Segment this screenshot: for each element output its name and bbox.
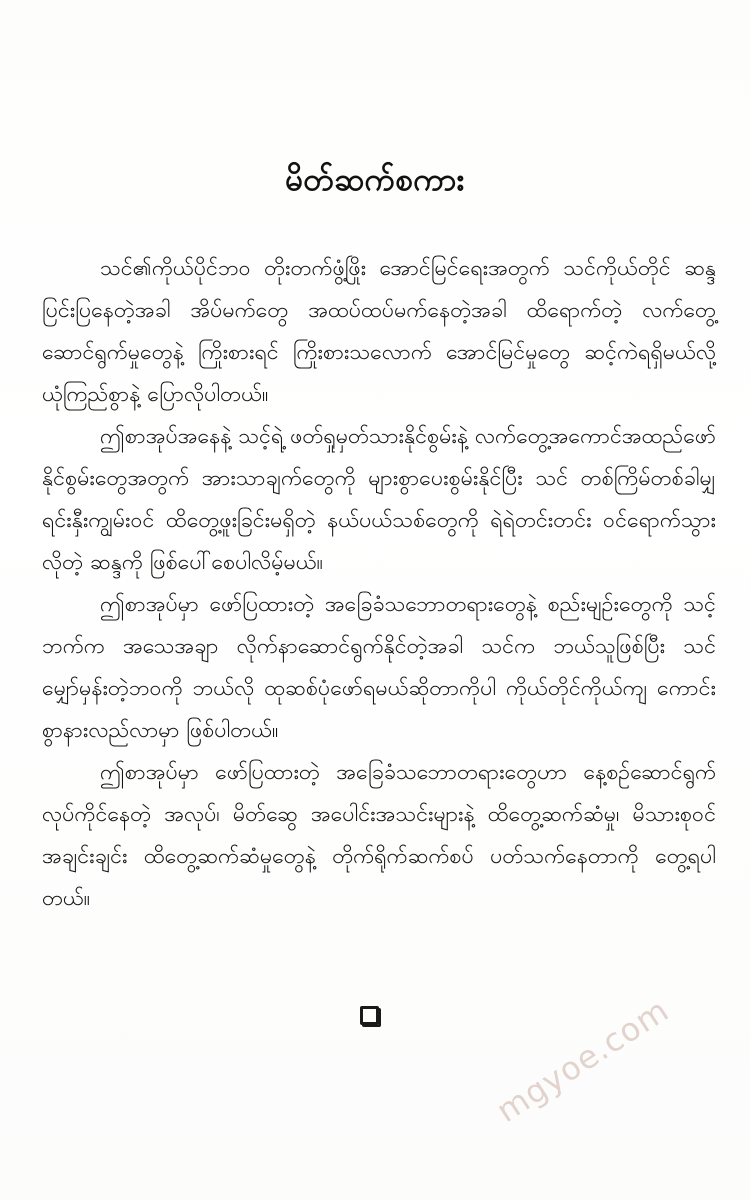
watermark: mgyoe.com: [489, 990, 676, 1130]
paragraph-1: သင်၏ကိုယ်ပိုင်ဘဝ တိုးတက်ဖွံ့ဖြိုး အောင်မြင်ရေးအတွက် သင်ကိုယ်တိုင် ဆန္ဒပြင်းပြနေတဲ့အခါ အိပ်မက်တွေ အထပ်ထပ်မက်နေတဲ့အခါ ထိရောက်တဲ့ လက်တွေ့ဆောင်ရွက်မှုတွေနဲ့ ကြိုးစားရင် ကြိုးစားသလောက် အောင်မြင်မှုတွေ ဆင့်ကဲရရှိမယ်လို့ ယုံကြည်စွာနဲ့ ပြောလိုပါတယ်။: [42, 256, 716, 407]
paragraph-2: ဤစာအုပ်အနေနဲ့ သင့်ရဲ့ ဖတ်ရှုမှတ်သားနိုင်စွမ်းနဲ့ လက်တွေ့အကောင်အထည်ဖော်နိုင်စွမ်းတွေအတွက် အားသာချက်တွေကို များစွာပေးစွမ်းနိုင်ပြီး သင် တစ်ကြိမ်တစ်ခါမျှ ရင်းနှီးကျွမ်းဝင် ထိတွေ့ဖူးခြင်းမရှိတဲ့ နယ်ပယ်သစ်တွေကို ရဲရဲတင်းတင်း ဝင်ရောက်သွားလိုတဲ့ ဆန္ဒကို ဖြစ်ပေါ်စေပါလိမ့်မယ်။: [42, 424, 716, 575]
end-of-section-square-icon: [360, 1006, 379, 1025]
paragraph-4: ဤစာအုပ်မှာ ဖော်ပြထားတဲ့ အခြေခံသဘောတရားတွေဟာ နေ့စဉ်ဆောင်ရွက် လုပ်ကိုင်နေတဲ့ အလုပ်၊ မိတ်ဆွေ အပေါင်းအသင်းများနဲ့ ထိတွေ့ဆက်ဆံမှု၊ မိသားစုဝင်အချင်းချင်း ထိတွေ့ဆက်ဆံမှုတွေနဲ့ တိုက်ရိုက်ဆက်စပ် ပတ်သက်နေတာကို တွေ့ရပါတယ်။: [42, 760, 716, 911]
body-text: [42, 248, 716, 920]
page-title: မိတ်ဆက်စကား: [285, 162, 465, 198]
paragraph-3: ဤစာအုပ်မှာ ဖော်ပြထားတဲ့ အခြေခံသဘောတရားတွေနဲ့ စည်းမျဉ်းတွေကို သင့်ဘက်က အသေအချာ လိုက်နာဆောင်ရွက်နိုင်တဲ့အခါ သင်က ဘယ်သူဖြစ်ပြီး သင်မျှော်မှန်းတဲ့ဘဝကို ဘယ်လို ထုဆစ်ပုံဖော်ရမယ်ဆိုတာကိုပါ ကိုယ်တိုင်ကိုယ်ကျ ကောင်းစွာနားလည်လာမှာ ဖြစ်ပါတယ်။: [42, 592, 716, 743]
